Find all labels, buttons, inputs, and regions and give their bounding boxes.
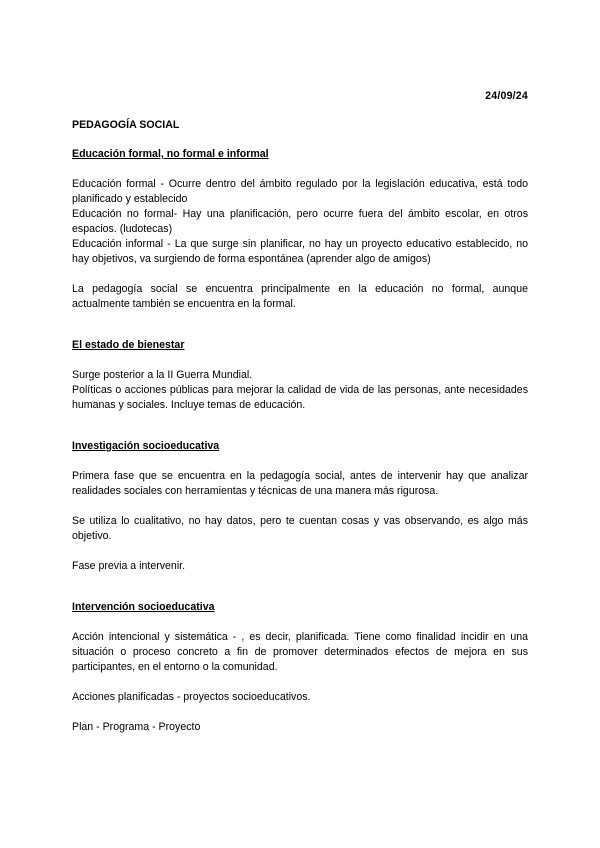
paragraph: Educación formal - Ocurre dentro del ámbito regulado por la legislación educativa, está todo planificado y establecido bbox=[72, 178, 528, 205]
paragraph: Surge posterior a la II Guerra Mundial. bbox=[72, 369, 253, 381]
paragraph: Educación informal - La que surge sin planificar, no hay un proyecto educativo establecido, no hay objetivos, va surgiendo de forma espontánea (aprender algo de amigos) bbox=[72, 238, 528, 265]
paragraph: Acciones planificadas - proyectos socioeducativos. bbox=[72, 691, 311, 703]
paragraph: Se utiliza lo cualitativo, no hay datos, pero te cuentan cosas y vas observando, es algo más objetivo. bbox=[72, 515, 528, 542]
document-body bbox=[72, 147, 528, 735]
paragraph: Acción intencional y sistemática - , es decir, planificada. Tiene como finalidad incidir en una situación o proceso concreto a fin de promover determinados efectos de mejora en sus participantes, en el entorno o la comunidad. bbox=[72, 631, 528, 673]
paragraph: La pedagogía social se encuentra principalmente en la educación no formal, aunque actualmente también se encuentra en la formal. bbox=[72, 283, 528, 310]
section-heading-bienestar: El estado de bienestar bbox=[72, 339, 185, 351]
document-title: PEDAGOGÍA SOCIAL bbox=[72, 119, 180, 131]
paragraph: Plan - Programa - Proyecto bbox=[72, 721, 201, 733]
section-heading-investigacion: Investigación socioeducativa bbox=[72, 440, 220, 452]
paragraph: Políticas o acciones públicas para mejorar la calidad de vida de las personas, ante necesidades humanas y sociales. Incluye temas de educación. bbox=[72, 384, 528, 411]
section-heading-intervencion: Intervención socioeducativa bbox=[72, 601, 215, 613]
section-heading-educacion: Educación formal, no formal e informal bbox=[72, 148, 269, 160]
document-date: 24/09/24 bbox=[485, 90, 528, 102]
paragraph: Fase previa a intervenir. bbox=[72, 560, 186, 572]
paragraph: Educación no formal- Hay una planificación, pero ocurre fuera del ámbito escolar, en otros espacios. (ludotecas) bbox=[72, 208, 528, 235]
paragraph: Primera fase que se encuentra en la pedagogía social, antes de intervenir hay que analizar realidades sociales con herramientas y técnicas de una manera más rigurosa. bbox=[72, 470, 528, 497]
